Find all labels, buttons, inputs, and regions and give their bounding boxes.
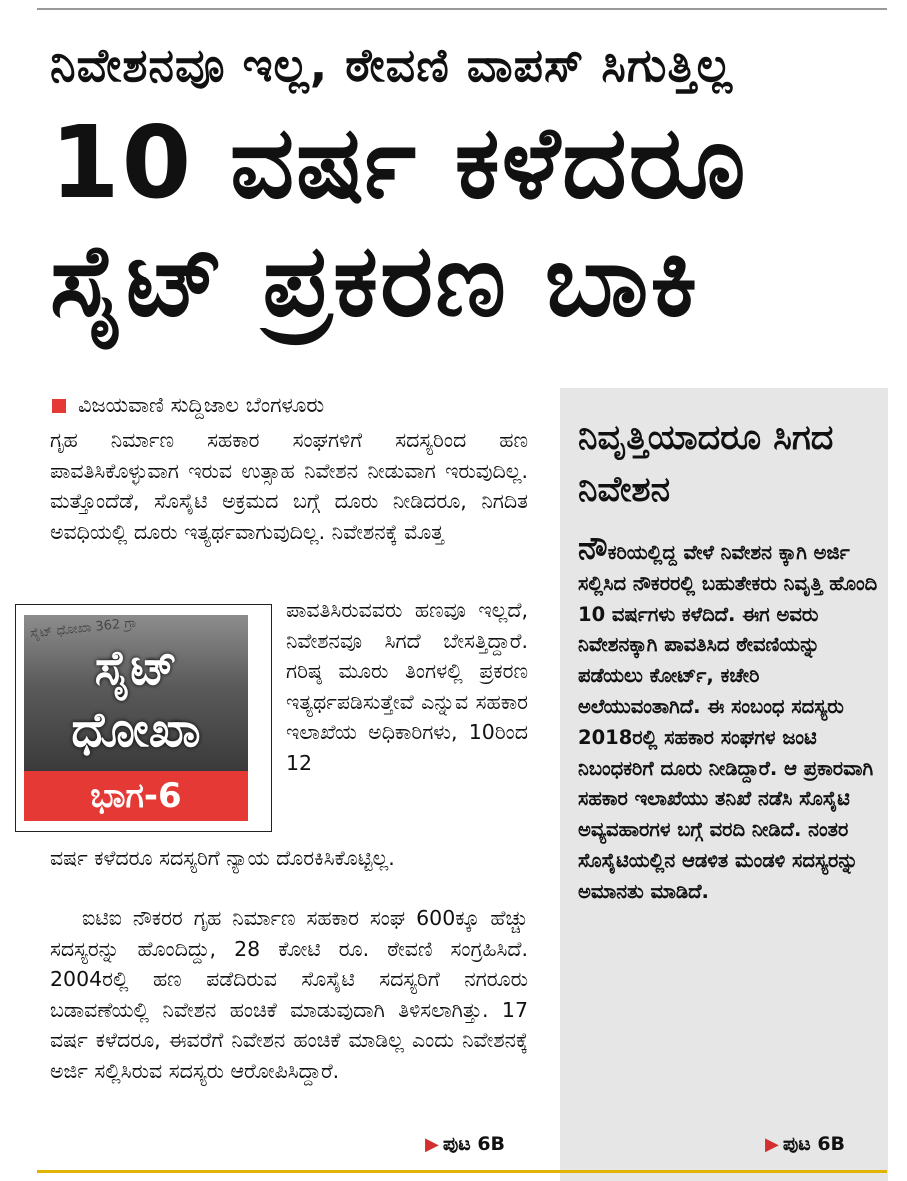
byline-text: ವಿಜಯವಾಣಿ ಸುದ್ದಿಜಾಲ ಬೆಂಗಳೂರು	[78, 393, 325, 417]
byline	[52, 393, 324, 418]
headline-line-2: ಸೈಟ್ ಪ್ರಕರಣ ಬಾಕಿ	[50, 222, 700, 339]
series-title-line-1: ಸೈಟ್	[94, 640, 178, 696]
series-title	[24, 637, 248, 761]
series-logo-box	[15, 604, 272, 832]
sidebar-dropcap: ನೌ	[578, 529, 608, 567]
byline-square-icon	[52, 399, 66, 413]
series-photo	[24, 615, 248, 771]
continue-arrow-icon: ▶	[425, 1133, 439, 1155]
footer-rule	[37, 1170, 887, 1173]
series-photo-text: ಸೈಟ್ ಧೋಖಾ 362 ಗ್ರಾ	[29, 615, 138, 642]
sidebar-box	[560, 388, 888, 1181]
article-paragraph-1: ಗೃಹ ನಿರ್ಮಾಣ ಸಹಕಾರ ಸಂಘಗಳಿಗೆ ಸದಸ್ಯರಿಂದ ಹಣ ಪಾವತಿಸಿಕೊಳ್ಳುವಾಗ ಇರುವ ಉತ್ಸಾಹ ನಿವೇಶನ ನೀಡುವಾಗ ಇರುವುದಿಲ್ಲ. ಮತ್ತೊಂದೆಡೆ, ಸೊಸೈಟಿ ಅಕ್ರಮದ ಬಗ್ಗೆ ದೂರು ನೀಡಿದರೂ, ನಿಗದಿತ ಅವಧಿಯಲ್ಲಿ ದೂರು ಇತ್ಯರ್ಥವಾಗುವುದಿಲ್ಲ. ನಿವೇಶನಕ್ಕೆ ಮೊತ್ತ	[50, 428, 528, 544]
top-rule	[37, 8, 887, 10]
article-paragraph-4: ಐಟಿಐ ನೌಕರರ ಗೃಹ ನಿರ್ಮಾಣ ಸಹಕಾರ ಸಂಘ 600ಕ್ಕೂ ಹೆಚ್ಚು ಸದಸ್ಯರನ್ನು ಹೊಂದಿದ್ದು, 28 ಕೋಟಿ ರೂ. ಠೇವಣಿ ಸಂಗ್ರಹಿಸಿದೆ. 2004ರಲ್ಲಿ ಹಣ ಪಡೆದಿರುವ ಸೊಸೈಟಿ ಸದಸ್ಯರಿಗೆ ನಗರೂರು ಬಡಾವಣೆಯಲ್ಲಿ ನಿವೇಶನ ಹಂಚಿಕೆ ಮಾಡುವುದಾಗಿ ತಿಳಿಸಲಾಗಿತ್ತು. 17 ವರ್ಷ ಕಳೆದರೂ, ಈವರೆಗೆ ನಿವೇಶನ ಹಂಚಿಕೆ ಮಾಡಿಲ್ಲ ಎಂದು ನಿವೇಶನಕ್ಕೆ ಅರ್ಜಿ ಸಲ್ಲಿಸಿರುವ ಸದಸ್ಯರು ಆರೋಪಿಸಿದ್ದಾರೆ.	[50, 906, 528, 1083]
sidebar-body-text: ಕರಿಯಲ್ಲಿದ್ದ ವೇಳೆ ನಿವೇಶನ ಕ್ಕಾಗಿ ಅರ್ಜಿ ಸಲ್ಲಿಸಿದ ನೌಕರರಲ್ಲಿ ಬಹುತೇಕರು ನಿವೃತ್ತಿ ಹೊಂದಿ 10 ವರ್ಷಗಳು ಕಳೆದಿದೆ. ಈಗ ಅವರು ನಿವೇಶನಕ್ಕಾಗಿ ಪಾವತಿಸಿದ ಠೇವಣಿಯನ್ನು ಪಡೆಯಲು ಕೋರ್ಟ್, ಕಚೇರಿ ಅಲೆಯುವಂತಾಗಿದೆ. ಈ ಸಂಬಂಧ ಸದಸ್ಯರು 2018ರಲ್ಲಿ ಸಹಕಾರ ಸಂಘಗಳ ಜಂಟಿ ನಿಬಂಧಕರಿಗೆ ದೂರು ನೀಡಿದ್ದಾರೆ. ಆ ಪ್ರಕಾರವಾಗಿ ಸಹಕಾರ ಇಲಾಖೆಯು ತನಿಖೆ ನಡೆಸಿ ಸೊಸೈಟಿ ಅವ್ಯವಹಾರಗಳ ಬಗ್ಗೆ ವರದಿ ನೀಡಿದೆ. ನಂತರ ಸೊಸೈಟಿಯಲ್ಲಿನ ಆಡಳಿತ ಮಂಡಳಿ ಸದಸ್ಯರನ್ನು ಅಮಾನತು ಮಾಡಿದೆ.	[578, 541, 878, 903]
article-continued[interactable]	[425, 1133, 505, 1155]
continue-arrow-icon: ▶	[765, 1133, 779, 1155]
series-title-line-2: ಧೋಖಾ	[71, 702, 201, 758]
sidebar-continued[interactable]	[765, 1133, 845, 1155]
article-continued-label: ಪುಟ 6B	[442, 1133, 506, 1155]
headline-main	[50, 104, 890, 339]
article-paragraph-3: ವರ್ಷ ಕಳೆದರೂ ಸದಸ್ಯರಿಗೆ ನ್ಯಾಯ ದೊರಕಿಸಿಕೊಟ್ಟಿಲ್ಲ.	[50, 846, 395, 870]
sidebar-body	[578, 529, 878, 908]
article-paragraph-2: ಪಾವತಿಸಿರುವವರು ಹಣವೂ ಇಲ್ಲದೆ, ನಿವೇಶನವೂ ಸಿಗದೆ ಬೇಸತ್ತಿದ್ದಾರೆ. ಗರಿಷ್ಠ ಮೂರು ತಿಂಗಳಲ್ಲಿ ಪ್ರಕರಣ ಇತ್ಯರ್ಥಪಡಿಸುತ್ತೇವೆ ಎನ್ನುವ ಸಹಕಾರ ಇಲಾಖೆಯ ಅಧಿಕಾರಿಗಳು, 10ರಿಂದ 12	[286, 598, 528, 775]
headline-line-1: 10 ವರ್ಷ ಕಳೆದರೂ	[50, 104, 748, 221]
series-part-label: ಭಾಗ-6	[24, 771, 248, 821]
sidebar-continued-label: ಪುಟ 6B	[782, 1133, 846, 1155]
headline-kicker: ನಿವೇಶನವೂ ಇಲ್ಲ, ಠೇವಣಿ ವಾಪಸ್ ಸಿಗುತ್ತಿಲ್ಲ	[50, 38, 733, 92]
sidebar-title: ನಿವೃತ್ತಿಯಾದರೂ ಸಿಗದ ನಿವೇಶನ	[578, 418, 834, 510]
